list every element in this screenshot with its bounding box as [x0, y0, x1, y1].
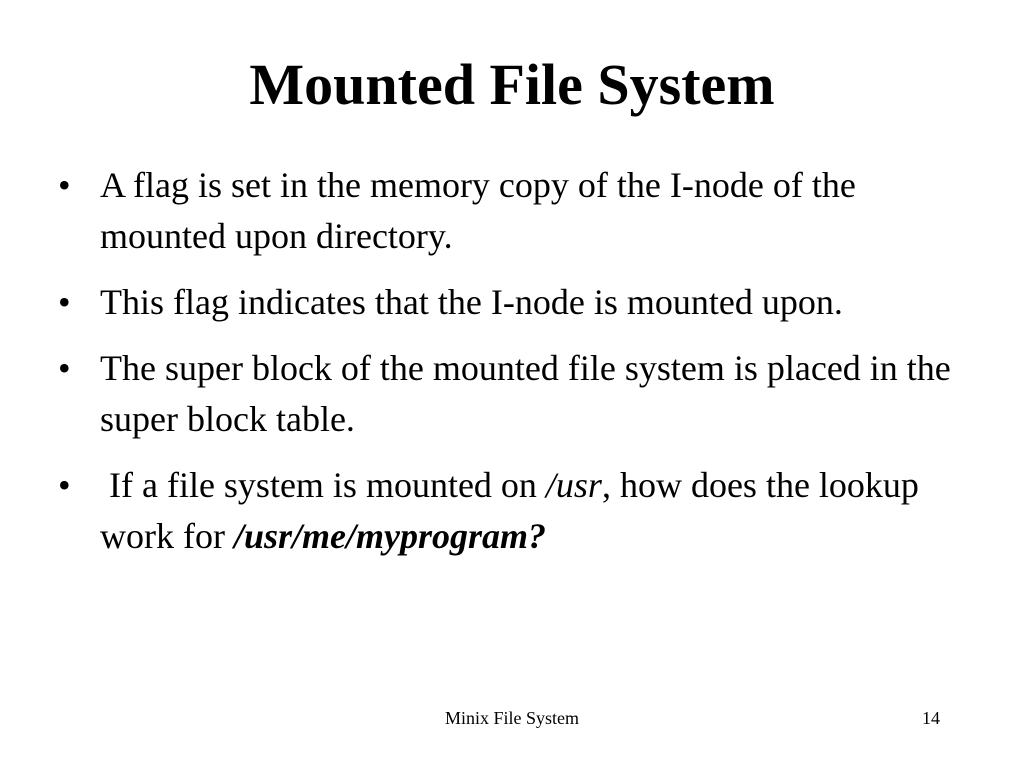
bullet-item [58, 460, 958, 562]
bullet-text: This flag indicates that the I-node is mounted upon. [100, 282, 843, 322]
bullet-marker: • [58, 165, 71, 205]
bullet-item [58, 343, 958, 445]
bullet-marker: • [58, 348, 71, 388]
bullet-marker: • [58, 465, 71, 505]
bullet-marker: • [58, 282, 71, 322]
bullet-text-plain: If a file system is mounted on [100, 465, 546, 505]
bullet-text: A flag is set in the memory copy of the I-node of the mounted upon directory. [100, 165, 856, 256]
bullet-list [58, 160, 958, 577]
bullet-item [58, 277, 958, 328]
bullet-text-plain: , how does the lookup work for [100, 465, 928, 556]
page-number: 14 [922, 708, 940, 728]
footer-text: Minix File System [444, 708, 579, 728]
slide-title: Mounted File System [249, 52, 775, 117]
bullet-item [58, 160, 958, 262]
bullet-text: The super block of the mounted file system is placed in the super block table. [100, 348, 951, 439]
path-usr: /usr [545, 465, 602, 505]
path-usr-me-myprogram: /usr/me/myprogram? [233, 516, 546, 556]
